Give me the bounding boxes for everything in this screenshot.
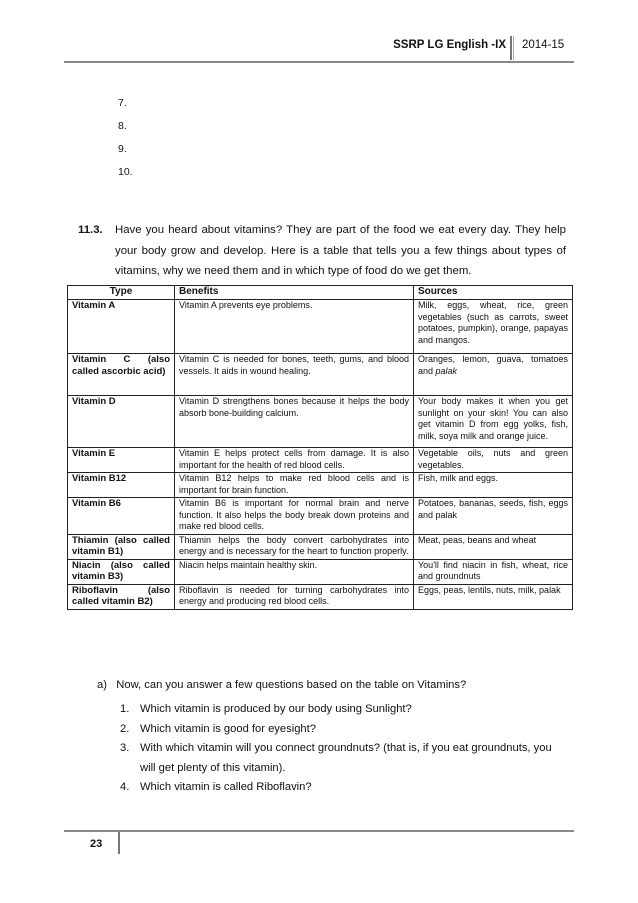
vitamin-sources: Your body makes it when you get sunlight on your skin! You can also get vitamin D from egg yolks, fish, milk, soya milk and orange juice. — [414, 396, 573, 448]
table-row — [68, 473, 573, 498]
vitamin-benefits: Vitamin B6 is important for normal brain and nerve function. It also helps the body break down proteins and make red blood cells. — [175, 498, 414, 535]
vitamin-type: Vitamin A — [68, 300, 175, 354]
vitamin-benefits: Vitamin A prevents eye problems. — [175, 300, 414, 354]
column-header-type: Type — [68, 286, 175, 300]
vitamin-benefits: Vitamin D strengthens bones because it helps the body absorb bone-building calcium. — [175, 396, 414, 448]
vitamin-sources: Meat, peas, beans and wheat — [414, 534, 573, 559]
item-text: Which vitamin is called Riboflavin? — [140, 781, 312, 794]
footer-divider — [118, 832, 120, 854]
vitamin-sources: Potatoes, bananas, seeds, fish, eggs and palak — [414, 498, 573, 535]
sub-question-list — [120, 700, 570, 798]
header-divider — [510, 36, 512, 60]
footer-rule — [64, 830, 574, 832]
page-number: 23 — [90, 838, 103, 850]
table-row — [68, 300, 573, 354]
list-item: 10. — [118, 166, 133, 178]
sources-text: Oranges, lemon, guava, tomatoes and — [418, 354, 568, 376]
list-item — [120, 778, 570, 798]
vitamin-type: Vitamin B12 — [68, 473, 175, 498]
vitamin-type: Vitamin E — [68, 448, 175, 473]
vitamin-type: Thiamin (also called vitamin B1) — [68, 534, 175, 559]
vitamin-type: Riboflavin (also called vitamin B2) — [68, 584, 175, 609]
item-text: With which vitamin will you connect groundnuts? (that is, if you eat groundnuts, you will get plenty of this vitamin). — [140, 742, 552, 774]
list-item — [120, 739, 570, 778]
table-row — [68, 498, 573, 535]
question-text: Have you heard about vitamins? They are part of the food we eat every day. They help your body grow and develop. Here is a table that tells you a few things about types of vitamins, why we need them and in which type of food do we get them. — [115, 224, 566, 277]
table-row — [68, 584, 573, 609]
list-item: 8. — [118, 120, 127, 132]
list-item: 9. — [118, 143, 127, 155]
vitamin-sources: You'll find niacin in fish, wheat, rice and groundnuts — [414, 559, 573, 584]
list-item — [120, 700, 570, 720]
header-divider-thin — [513, 36, 514, 60]
sub-question — [97, 679, 466, 691]
vitamin-type: Vitamin D — [68, 396, 175, 448]
column-header-sources: Sources — [414, 286, 573, 300]
vitamin-type: Vitamin B6 — [68, 498, 175, 535]
table-header-row — [68, 286, 573, 300]
sub-question-label: a) — [97, 679, 107, 691]
sub-question-text: Now, can you answer a few questions based on the table on Vitamins? — [116, 679, 467, 691]
vitamin-sources — [414, 354, 573, 396]
vitamin-sources: Fish, milk and eggs. — [414, 473, 573, 498]
vitamin-benefits: Vitamin E helps protect cells from damage. It is also important for the health of red blood cells. — [175, 448, 414, 473]
list-item: 7. — [118, 97, 127, 109]
document-year: 2014-15 — [522, 39, 565, 51]
vitamin-benefits: Vitamin B12 helps to make red blood cells and is important for brain function. — [175, 473, 414, 498]
item-text: Which vitamin is good for eyesight? — [140, 722, 316, 735]
vitamin-sources: Milk, eggs, wheat, rice, green vegetables (such as carrots, sweet potatoes, pumpkin), orange, papayas and mangos. — [414, 300, 573, 354]
item-text: Which vitamin is produced by our body using Sunlight? — [140, 703, 412, 715]
item-number: 3. — [120, 742, 130, 755]
sources-italic-word: palak — [435, 365, 458, 376]
vitamin-table — [67, 285, 573, 610]
vitamin-type: Niacin (also called vitamin B3) — [68, 559, 175, 584]
table-row — [68, 534, 573, 559]
vitamin-benefits: Niacin helps maintain healthy skin. — [175, 559, 414, 584]
page-header — [300, 36, 582, 58]
item-number: 4. — [120, 781, 130, 794]
question-number: 11.3. — [78, 224, 103, 236]
vitamin-benefits: Riboflavin is needed for turning carbohydrates into energy and producing red blood cells. — [175, 584, 414, 609]
document-title: SSRP LG English -IX — [393, 39, 506, 51]
table-row — [68, 354, 573, 396]
vitamin-sources: Vegetable oils, nuts and green vegetables. — [414, 448, 573, 473]
list-item — [120, 720, 570, 740]
vitamin-benefits: Thiamin helps the body convert carbohydrates into energy and is necessary for the heart to function properly. — [175, 534, 414, 559]
column-header-benefits: Benefits — [175, 286, 414, 300]
numbered-list — [118, 97, 133, 189]
item-number: 2. — [120, 722, 130, 735]
table-row — [68, 448, 573, 473]
question-11-3 — [78, 220, 566, 282]
item-number: 1. — [120, 703, 130, 715]
table-row — [68, 559, 573, 584]
table-row — [68, 396, 573, 448]
vitamin-sources: Eggs, peas, lentils, nuts, milk, palak — [414, 584, 573, 609]
vitamin-benefits: Vitamin C is needed for bones, teeth, gums, and blood vessels. It aids in wound healing. — [175, 354, 414, 396]
vitamin-type: Vitamin C (also called ascorbic acid) — [68, 354, 175, 396]
header-rule — [64, 61, 574, 63]
